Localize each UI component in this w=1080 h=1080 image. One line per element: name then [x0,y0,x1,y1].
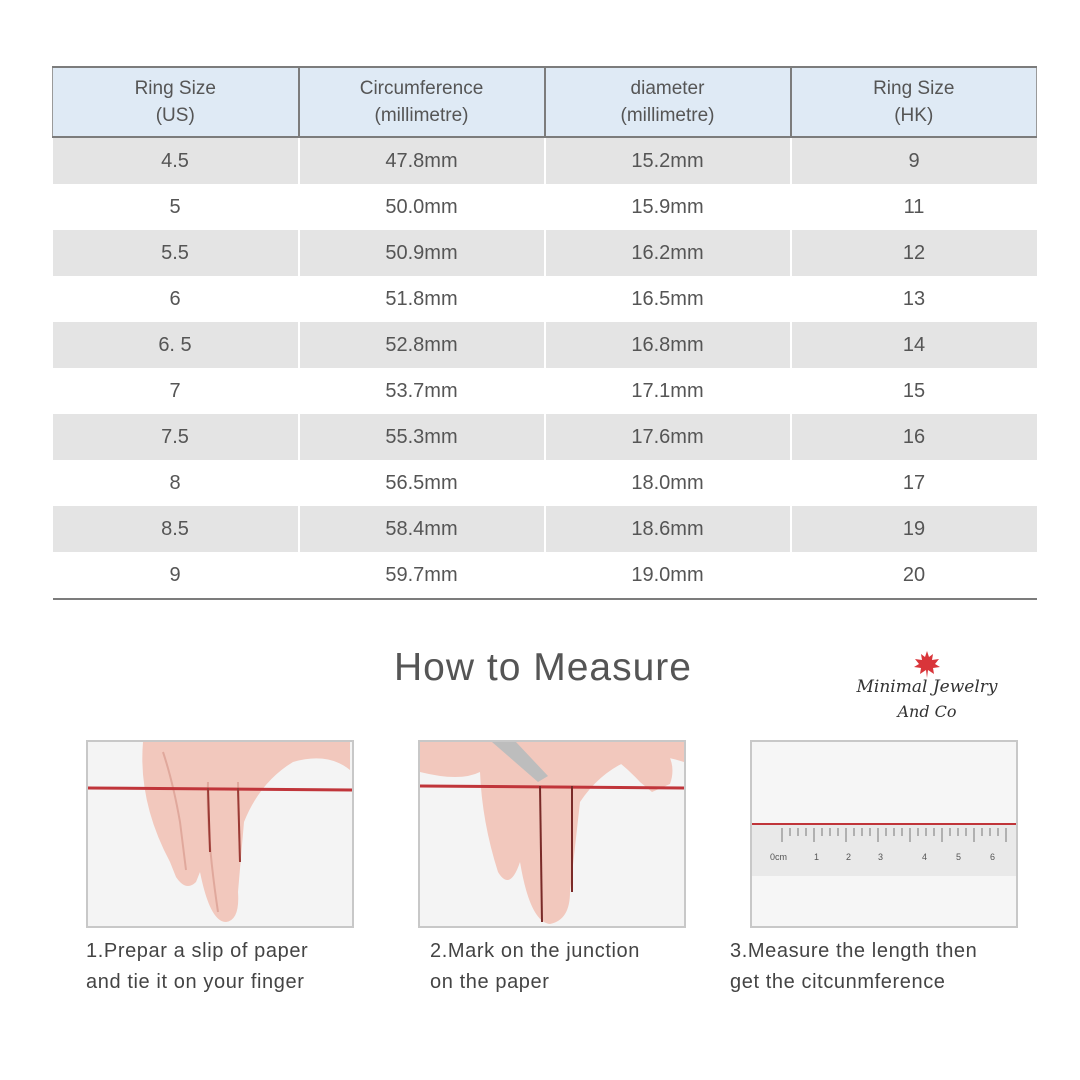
cell-size-hk: 11 [791,184,1037,230]
cell-size-us: 7 [53,368,299,414]
logo-text-line1: Minimal Jewelry [856,677,998,697]
cell-size-us: 6. 5 [53,322,299,368]
table-row [53,230,1037,276]
ruler-label: 0cm [770,852,788,862]
table-row [53,184,1037,230]
logo-text-line2: And Co [897,702,957,721]
step3-caption [730,936,977,998]
cell-circumference: 51.8mm [299,276,545,322]
cell-diameter: 15.2mm [545,137,791,184]
cell-size-us: 8.5 [53,506,299,552]
step3-image [750,740,1018,928]
table-row [53,460,1037,506]
cell-diameter: 19.0mm [545,552,791,599]
cell-circumference: 55.3mm [299,414,545,460]
cell-size-hk: 17 [791,460,1037,506]
cell-diameter: 16.8mm [545,322,791,368]
step2-caption [430,936,640,998]
heading-text: How to Measure [394,646,692,689]
header-label: Circumference [359,78,484,99]
header-unit: (US) [155,105,195,126]
table-row [53,552,1037,599]
cell-circumference: 47.8mm [299,137,545,184]
cell-size-hk: 16 [791,414,1037,460]
cell-size-hk: 12 [791,230,1037,276]
ring-size-table [52,66,1037,600]
maple-leaf-icon [912,650,942,680]
cell-diameter: 16.5mm [545,276,791,322]
table-row [53,276,1037,322]
cell-circumference: 50.0mm [299,184,545,230]
cell-diameter: 18.0mm [545,460,791,506]
cell-size-us: 6 [53,276,299,322]
table-header-row [53,67,1037,137]
caption-line: 3.Measure the length then [730,940,978,962]
cell-circumference: 59.7mm [299,552,545,599]
ruler-label: 1 [814,852,820,862]
header-label: Ring Size [873,78,955,99]
header-label: Ring Size [134,78,216,99]
header-label: diameter [630,78,705,99]
brand-logo [852,650,1002,730]
ruler-label: 5 [956,852,962,862]
cell-diameter: 17.1mm [545,368,791,414]
pen-marking-paper-icon [420,742,684,926]
cell-circumference: 53.7mm [299,368,545,414]
cell-size-us: 5.5 [53,230,299,276]
cell-diameter: 15.9mm [545,184,791,230]
header-ring-size-us [53,67,299,137]
cell-size-hk: 14 [791,322,1037,368]
cell-size-hk: 9 [791,137,1037,184]
table-row [53,137,1037,184]
cell-circumference: 50.9mm [299,230,545,276]
table-row [53,506,1037,552]
cell-circumference: 52.8mm [299,322,545,368]
step1-image [86,740,354,928]
ruler-label: 6 [990,852,996,862]
cell-size-us: 7.5 [53,414,299,460]
caption-line: and tie it on your finger [86,971,305,993]
ruler-label: 3 [878,852,884,862]
ruler-label: 2 [846,852,852,862]
caption-line: get the citcunmference [730,971,946,993]
header-unit: (HK) [894,105,934,126]
ruler-label: 4 [922,852,928,862]
caption-line: 1.Prepar a slip of paper [86,940,309,962]
header-unit: (millimetre) [374,105,469,126]
header-ring-size-hk [791,67,1037,137]
cell-size-hk: 15 [791,368,1037,414]
cell-circumference: 58.4mm [299,506,545,552]
step1-caption [86,936,308,998]
cell-size-us: 9 [53,552,299,599]
finger-with-paper-strip-icon [88,742,352,926]
header-unit: (millimetre) [620,105,715,126]
table-row [53,414,1037,460]
cell-size-us: 5 [53,184,299,230]
step2-image [418,740,686,928]
cell-size-hk: 19 [791,506,1037,552]
cell-circumference: 56.5mm [299,460,545,506]
cell-diameter: 18.6mm [545,506,791,552]
header-circumference [299,67,545,137]
table-row [53,368,1037,414]
header-diameter [545,67,791,137]
ruler-with-strip-icon [752,742,1016,926]
table-row [53,322,1037,368]
cell-diameter: 16.2mm [545,230,791,276]
caption-line: on the paper [430,971,550,993]
cell-diameter: 17.6mm [545,414,791,460]
cell-size-hk: 13 [791,276,1037,322]
caption-line: 2.Mark on the junction [430,940,640,962]
cell-size-hk: 20 [791,552,1037,599]
cell-size-us: 8 [53,460,299,506]
cell-size-us: 4.5 [53,137,299,184]
